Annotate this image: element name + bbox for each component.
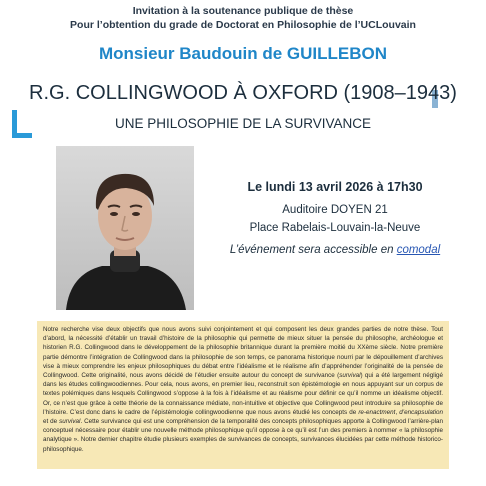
- invitation-line-2: Pour l’obtention du grade de Doctorat en Philosophie de l’UCLouvain: [70, 19, 416, 31]
- candidate-portrait: [56, 146, 194, 310]
- access-note-text: L’événement sera accessible en: [229, 244, 397, 256]
- abstract-term-survival: survival: [339, 372, 361, 380]
- thesis-subtitle: UNE PHILOSOPHIE DE LA SURVIVANCE: [114, 116, 372, 131]
- candidate-name: Monsieur Baudouin de GUILLEBON: [98, 44, 388, 63]
- abstract-sep-1: ,: [395, 408, 400, 416]
- abstract-term-reenactment: re-enactment: [358, 408, 396, 416]
- thesis-title: R.G. COLLINGWOOD À OXFORD (1908–1943): [29, 82, 457, 104]
- abstract-term-survival-2: survival: [59, 418, 81, 426]
- decorative-bracket-horizontal: [12, 133, 32, 138]
- abstract-text-1: Notre recherche vise deux objectifs que nous avons suivi conjointement et qui composent les deux grandes parties de notre thèse. Tout d’abord, la nécessité d’établir un travail d’histoire de la philosophie qui permette de mieux situer la pensée du philosophe, archéologue et historien R.G. Collingwood dans le développement de la philosophie britannique durant la première moitié du XXème siècle. Notre première partie démontre l’intégration de Collingwood dans la philosophie de son temps, ce panorama historique nourri par le dépouillement d’archives vise à mieux comprendre les enjeux philosophiques du débat entre l’idéalisme et le réalisme afin d’appréhender l’originalité de la pensée de Collingwood. Cette originalité, nous avons décidé de l’étudier ensuite autour du concept de survivance (: [43, 326, 443, 380]
- defense-address: Place Rabelais-Louvain-la-Neuve: [249, 222, 421, 234]
- defense-room: Auditoire DOYEN 21: [282, 204, 388, 216]
- invitation-line-1: Invitation à la soutenance publique de thèse: [132, 5, 354, 17]
- abstract-text-3: . Cette survivance qui est une compréhension de la temporalité des concepts philosophiques apporte à Collingwood l’arrière-plan conceptuel nécessaire pour établir une nouvelle méthode philosophique qu’il oppose à ce qu’il est l’un des premiers à nommer « la philosophie analytique ». Notre dernier chapitre étudie plusieurs exemples de survivances de concepts, survivances élucidées par cette méthode historico-philosophique.: [43, 418, 443, 453]
- comodal-link[interactable]: comodal: [396, 244, 441, 256]
- defense-date: Le lundi 13 avril 2026 à 17h30: [247, 180, 423, 194]
- abstract-box: [37, 321, 449, 469]
- abstract-term-encapsulation: d’encapsulation: [399, 408, 444, 416]
- abstract-sep-2: et de: [43, 418, 60, 426]
- abstract-text-2: ) qui a été largement négligé dans les études collingwoodiennes. Pour cela, nous avons, en premier lieu, reconstruit son épistémologie en nous appuyant sur un corpus de textes polémiques dans lesquels Collingwood s’oppose à la fois à l’idéalisme et au réalisme pour définir ce qu’il nomme un idéalisme objectif. Or, ce n’est que grâce à cette théorie de la connaissance médiate, non-intuitive et objective que Collingwood peut introduire sa philosophie de l’histoire. C’est donc dans le cadre de l’épistémologie collingwoodienne que nous avons étudié les concepts de: [43, 372, 443, 416]
- access-note: [200, 244, 470, 256]
